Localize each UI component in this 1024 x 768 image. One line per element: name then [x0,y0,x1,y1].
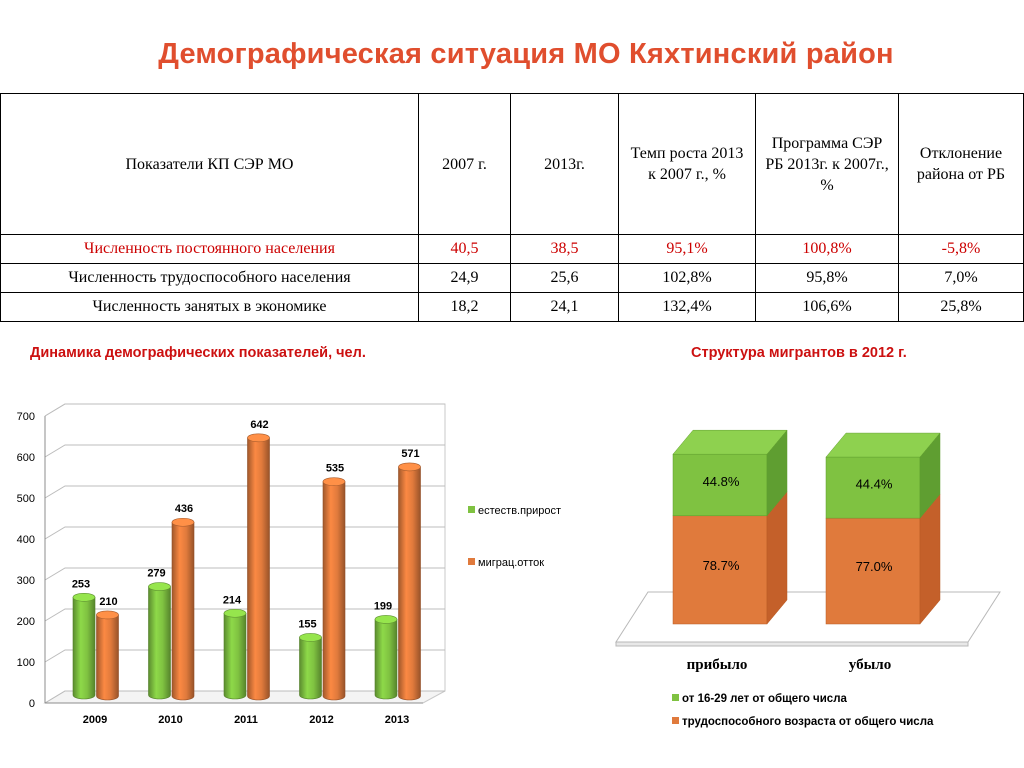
cell-deviation: 7,0% [899,264,1024,293]
cell-deviation: -5,8% [899,235,1024,264]
chart1-data-label: 642 [250,418,269,431]
cell-2013: 25,6 [511,264,619,293]
bar-migration-outflow-top [248,434,270,442]
chart1-y-tick: 100 [16,657,35,669]
bar-migration-outflow [399,467,421,700]
cell-deviation: 25,8% [899,293,1024,322]
cell-2013: 38,5 [511,235,619,264]
chart1-y-tick: 600 [16,452,35,464]
bar-natural-growth [375,619,397,699]
chart1-data-label: 214 [222,594,242,607]
chart1-data-label: 155 [298,618,317,631]
chart2-title: Структура мигрантов в 2012 г. [691,345,907,361]
chart1-y-tick: 0 [28,698,35,710]
bar-natural-growth [300,637,322,699]
chart2-legend-label: от 16-29 лет от общего числа [682,693,847,705]
page-title: Демографическая ситуация МО Кяхтинский район [158,38,894,70]
bar-natural-growth-top [224,609,246,617]
chart2-data-label: 44.8% [702,473,740,489]
chart2-data-label: 77.0% [855,559,893,575]
bar-natural-growth [73,597,95,699]
chart1-x-tick: 2013 [384,714,410,726]
chart1-x-tick: 2010 [158,714,183,726]
chart1-data-label: 436 [174,503,194,516]
legend-swatch [672,694,679,701]
chart1-title: Динамика демографических показателей, чел. [30,345,366,361]
chart1-x-tick: 2009 [82,714,108,726]
legend-swatch [468,506,475,513]
header-indicators: Показатели КП СЭР МО [1,94,419,235]
header-growth: Темп роста 2013 к 2007 г., % [619,94,756,235]
bar-natural-growth [224,613,246,699]
row-label: Численность постоянного населения [1,235,419,264]
chart2-legend-label: трудоспособного возраста от общего числа [682,716,934,728]
bar-migration-outflow [248,438,270,700]
chart1-x-tick: 2011 [234,714,258,726]
cell-growth: 95,1% [619,235,756,264]
chart1-y-tick: 500 [16,493,35,505]
chart1-data-label: 210 [99,595,118,608]
cell-2007: 40,5 [419,235,511,264]
bar-age-16-29-top [826,433,940,457]
bar-migration-outflow [323,482,345,700]
chart1-y-tick: 200 [16,616,35,628]
cell-2013: 24,1 [511,293,619,322]
chart2-x-label: прибыло [686,657,748,673]
chart1-y-tick: 400 [16,534,35,546]
header-2013: 2013г. [511,94,619,235]
cell-program: 95,8% [756,264,899,293]
chart1-data-label: 199 [373,600,393,613]
chart1-y-tick: 300 [16,575,35,587]
cell-program: 106,6% [756,293,899,322]
cell-program: 100,8% [756,235,899,264]
bar-age-16-29-top [673,430,787,454]
legend-swatch [672,717,679,724]
bar-natural-growth-top [300,633,322,641]
chart1-y-tick: 700 [16,411,35,423]
bar-natural-growth-top [73,593,95,601]
bar-natural-growth-top [375,615,397,623]
chart2-data-label: 44.4% [855,476,893,492]
bar-natural-growth [149,587,171,699]
legend-swatch [468,558,475,565]
bar-migration-outflow-top [399,463,421,471]
chart1-data-label: 253 [71,578,91,591]
bar-migration-outflow-top [172,518,194,526]
cell-growth: 102,8% [619,264,756,293]
header-deviation: Отклонение района от РБ [899,94,1024,235]
chart1-x-tick: 2012 [309,714,334,726]
bar-migration-outflow-top [323,478,345,486]
chart1-data-label: 279 [147,567,166,580]
cell-growth: 132,4% [619,293,756,322]
bar-migration-outflow-top [97,611,119,619]
bar-natural-growth-top [149,583,171,591]
header-2007: 2007 г. [419,94,511,235]
bar-migration-outflow [97,615,119,700]
cell-2007: 18,2 [419,293,511,322]
chart1-data-label: 535 [325,462,345,475]
chart2-floor-edge [616,642,968,646]
chart1-legend-label: естеств.прирост [478,505,562,517]
row-label: Численность занятых в экономике [1,293,419,322]
chart1-legend-label: миграц.отток [478,557,545,569]
header-program: Программа СЭР РБ 2013г. к 2007г., % [756,94,899,235]
row-label: Численность трудоспособного населения [1,264,419,293]
chart1-data-label: 571 [401,447,420,460]
bar-migration-outflow [172,522,194,700]
cell-2007: 24,9 [419,264,511,293]
chart2-data-label: 78.7% [702,557,740,573]
chart2-x-label: убыло [848,657,892,673]
